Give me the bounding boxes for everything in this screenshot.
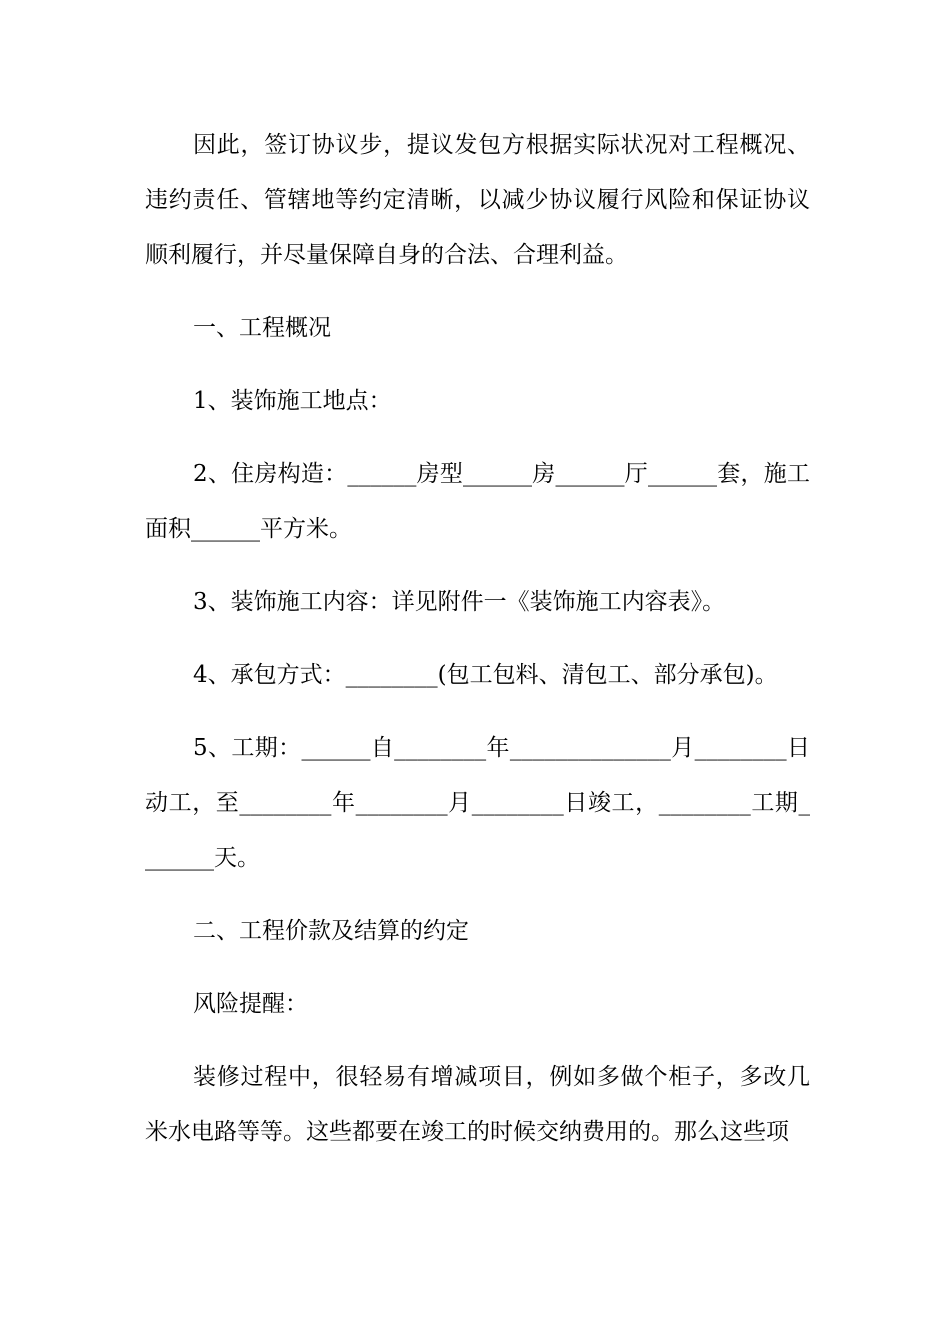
item-housing-structure: 2、住房构造：______房型______房______厅______套，施工面积______平方米。 [145, 461, 810, 542]
section-heading-project-overview: 一、工程概况 [193, 315, 331, 341]
paragraph-intro: 因此，签订协议步，提议发包方根据实际状况对工程概况、违约责任、管辖地等约定清晰，以减少协议履行风险和保证协议顺利履行，并尽量保障自身的合法、合理利益。 [145, 132, 810, 268]
item-construction-content: 3、装饰施工内容：详见附件一《装饰施工内容表》。 [193, 589, 726, 615]
item-contract-method: 4、承包方式：________(包工包料、清包工、部分承包)。 [193, 662, 778, 688]
risk-reminder-label: 风险提醒： [193, 991, 308, 1017]
document-body [145, 118, 810, 1178]
item-construction-period: 5、工期：______自________年______________月________日动工，至________年________月________日竣工，________工期_______天。 [145, 735, 810, 871]
item-construction-location: 1、装饰施工地点： [193, 388, 392, 414]
section-heading-price-settlement: 二、工程价款及结算的约定 [193, 918, 469, 944]
paragraph-risk-detail: 装修过程中，很轻易有增减项目，例如多做个柜子，多改几米水电路等等。这些都要在竣工的时候交纳费用的。那么这些项 [145, 1064, 810, 1145]
